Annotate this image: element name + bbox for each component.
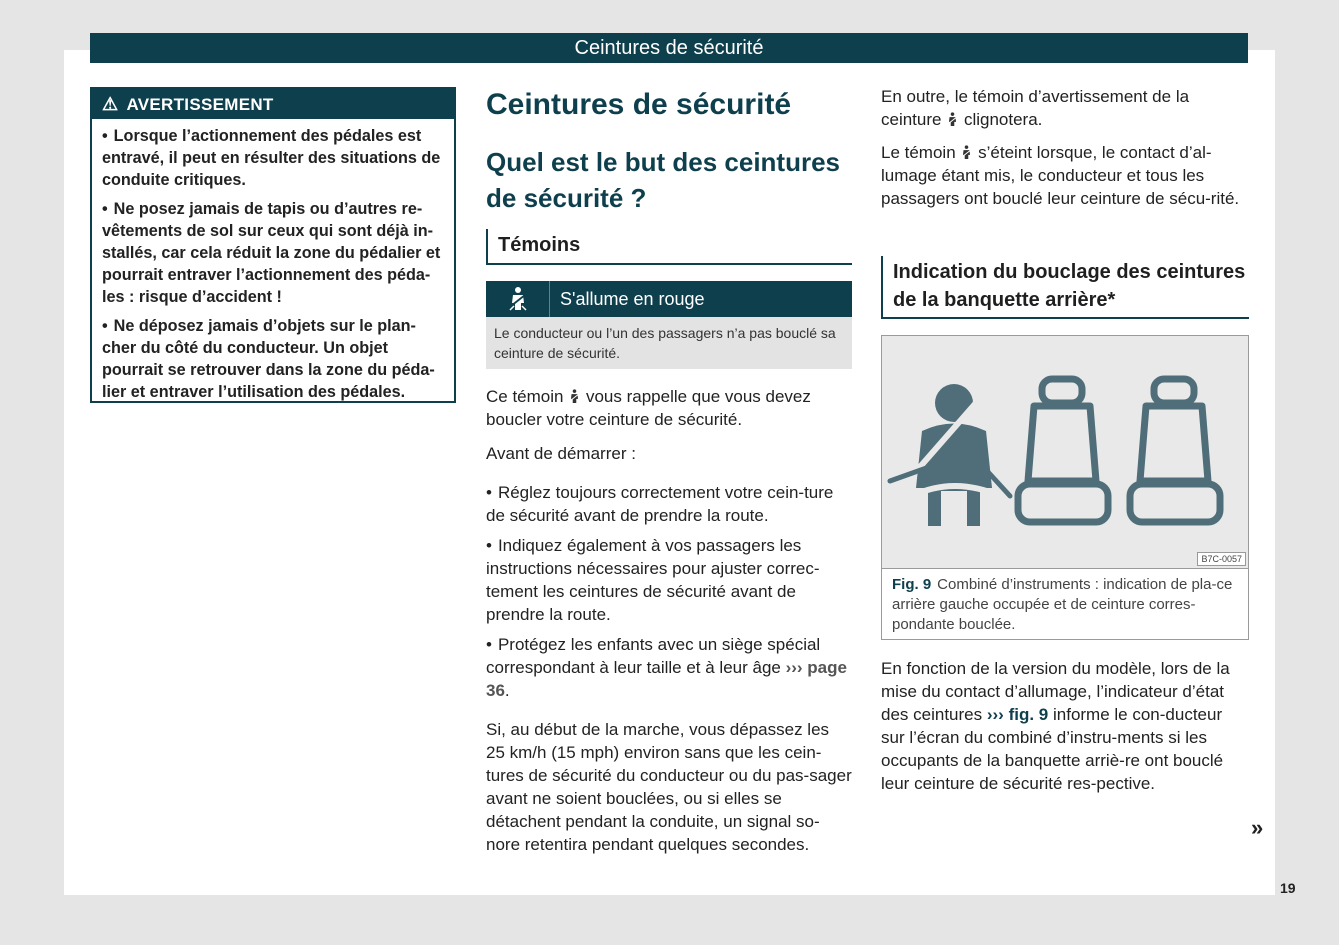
text-fragment: Ce témoin bbox=[486, 387, 564, 406]
warning-triangle-icon: ⚠ bbox=[102, 94, 119, 114]
seatbelt-icon bbox=[960, 144, 973, 161]
section-heading-box bbox=[881, 256, 1249, 319]
seatbelt-icon bbox=[568, 388, 581, 405]
text-fragment: clignotera. bbox=[963, 110, 1043, 129]
text-fragment: informe le con-ducteur sur l’écran du combiné d’instru-ments si les occupants de la banquette arriè-re ont bouclé leur ceinture de sécurité res-pective. bbox=[881, 705, 1224, 793]
warning-header bbox=[92, 89, 454, 119]
seatbelt-icon bbox=[946, 111, 959, 128]
paragraph: Si, au début de la marche, vous dépassez les 25 km/h (15 mph) environ sans que les cein-tures de sécurité du conducteur ou du pas-sager avant ne soient bouclées, ou si elles se détachent pendant la conduite, un signal so-nore retentira pendant quelques secondes. bbox=[486, 720, 852, 854]
page-number: 19 bbox=[1280, 880, 1296, 896]
page-title: Ceintures de sécurité bbox=[486, 88, 792, 121]
warning-item: • Ne posez jamais de tapis ou d’autres re-vêtements de sol sur ceux qui sont déjà in-stallés, car cela réduit la zone du pédalier et pourrait entraver l’actionnement des péda-les : risque d’accident ! bbox=[102, 198, 446, 308]
paragraph bbox=[881, 657, 1249, 795]
figure-caption bbox=[882, 569, 1248, 639]
caption-text: Combiné d’instruments : indication de pla-ce arrière gauche occupée et de ceinture corres-pondante bouclée. bbox=[892, 576, 1233, 633]
list-item: • Protégez les enfants avec un siège spécial correspondant à leur taille et à leur âge ››› page 36. bbox=[486, 633, 852, 702]
continuation-marker: » bbox=[1251, 815, 1264, 840]
figure bbox=[881, 335, 1249, 640]
warning-body bbox=[92, 119, 454, 403]
text-fragment: Le témoin bbox=[881, 143, 956, 162]
indicator-table bbox=[486, 281, 852, 369]
section-heading: Témoins bbox=[498, 234, 581, 256]
section-heading: Indication du bouclage des ceintures de la banquette arrière* bbox=[893, 261, 1246, 311]
indicator-header-row bbox=[486, 281, 852, 317]
list-item: • Indiquez également à vos passagers les instructions nécessaires pour ajuster correc-tement les ceintures de sécurité avant de prendre la route. bbox=[486, 534, 852, 626]
warning-box bbox=[90, 87, 456, 403]
text-fragment: vous rappelle que vous devez boucler votre ceinture de sécurité. bbox=[486, 387, 811, 429]
warning-item: • Ne déposez jamais d’objets sur le plan-cher du côté du conducteur. Un objet pourrait se retrouver dans la zone du péda-lier et entraver l’utilisation des pédales. bbox=[102, 315, 446, 403]
indicator-description: Le conducteur ou l’un des passagers n’a pas bouclé sa ceinture de sécurité. bbox=[486, 317, 852, 369]
warning-heading: AVERTISSEMENT bbox=[126, 95, 274, 114]
paragraph bbox=[881, 141, 1249, 210]
page-link[interactable]: ››› page 36 bbox=[486, 658, 847, 700]
figure-image bbox=[882, 336, 1248, 569]
chapter-header bbox=[90, 33, 1248, 63]
section-subtitle: Quel est le but des ceintures de sécurité ? bbox=[486, 147, 840, 213]
middle-column bbox=[486, 85, 852, 856]
text-fragment: • Protégez les enfants avec un siège spécial correspondant à leur taille et à leur âge bbox=[486, 635, 820, 677]
text-fragment: En outre, le témoin d’avertissement de la ceinture bbox=[881, 87, 1190, 129]
list-item: • Réglez toujours correctement votre cein-ture de sécurité avant de prendre la route. bbox=[486, 481, 852, 527]
paragraph: Avant de démarrer : bbox=[486, 444, 636, 463]
section-heading-box bbox=[486, 229, 852, 265]
warning-item: • Lorsque l’actionnement des pédales est entravé, il peut en résulter des situations de conduite critiques. bbox=[102, 125, 446, 191]
indicator-label: S'allume en rouge bbox=[560, 288, 705, 309]
rear-seats-illustration bbox=[882, 336, 1248, 568]
text-fragment: s’éteint lorsque, le contact d’al-lumage étant mis, le conducteur et tous les passagers ont bouclé leur ceinture de sécu-rité. bbox=[881, 143, 1240, 208]
paragraph bbox=[881, 85, 1249, 131]
chapter-title: Ceintures de sécurité bbox=[574, 37, 764, 59]
paragraph bbox=[486, 385, 852, 431]
figure-number: Fig. 9 bbox=[892, 576, 932, 593]
right-column bbox=[881, 85, 1249, 795]
text-fragment: En fonction de la version du modèle, lors de la mise du contact d’allumage, l’indicateur d’état des ceintures bbox=[881, 659, 1230, 724]
seatbelt-warning-icon bbox=[486, 281, 550, 317]
figure-code: B7C-0057 bbox=[1197, 552, 1246, 566]
figure-link[interactable]: ››› fig. 9 bbox=[986, 705, 1049, 724]
